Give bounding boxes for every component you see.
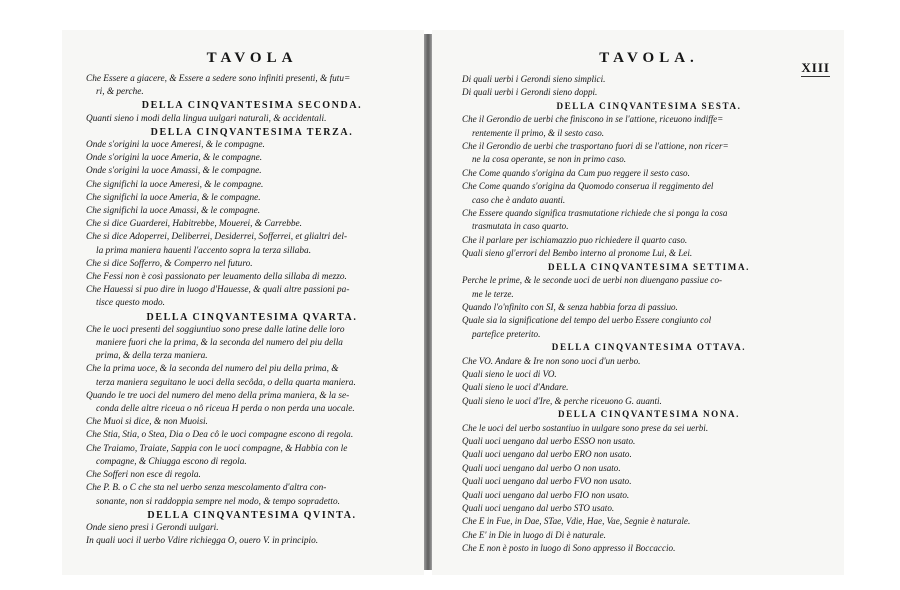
index-entry-line: Che Muoi si dice, & non Muoisi. bbox=[86, 417, 208, 428]
index-entry-line: Perche le prime, & le seconde uoci de uerbi non diuengano passiue co- bbox=[462, 275, 723, 286]
index-entry-line: Che si dice Adoperrei, Deliberrei, Desiderrei, Sofferrei, et glialtri del- bbox=[86, 232, 348, 243]
index-entry-line: Quali sieno le uoci di VO. bbox=[462, 368, 557, 379]
index-entry-line: Che E' in Die in luogo di Di è naturale. bbox=[462, 529, 606, 540]
index-entry-line: Che le uoci del uerbo sostantiuo in uulgare sono prese da sei uerbi. bbox=[462, 422, 709, 433]
index-entry-line: Quali uoci uengano dal uerbo O non usato. bbox=[462, 462, 621, 473]
index-entry-line: Quando le tre uoci del numero del meno della prima maniera, & la se- bbox=[86, 390, 350, 401]
index-entry-line: Che Essere quando significa trasmutatione richiede che si ponga la cosa bbox=[462, 208, 728, 219]
index-entry-line: Quali uoci uengano dal uerbo FVO non usato. bbox=[462, 476, 632, 487]
index-entry-line: Che le uoci presenti del soggiuntiuo sono prese dalle latine delle loro bbox=[86, 324, 345, 335]
section-heading: DELLA CINQVANTESIMA SESTA. bbox=[556, 100, 742, 111]
index-entry-line: Che E non è posto in luogo di Sono appresso il Boccaccio. bbox=[462, 543, 676, 554]
index-entry-line: ri, & perche. bbox=[96, 87, 144, 98]
index-entry-line: Che Hauessi si puo dire in luogo d'Hauesse, & quali altre passioni pa- bbox=[86, 285, 350, 296]
right-page-header: TAVOLA. bbox=[599, 50, 699, 66]
index-entry-line: Che Stia, Stia, o Stea, Dia o Dea cô le uoci compagne escono di regola. bbox=[86, 430, 354, 441]
index-entry-line: Onde s'origini la uoce Ameresi, & le compagne. bbox=[86, 140, 265, 151]
section-heading: DELLA CINQVANTESIMA NONA. bbox=[557, 409, 741, 420]
section-heading: DELLA CINQVANTESIMA OTTAVA. bbox=[551, 342, 747, 353]
section-heading: DELLA CINQVANTESIMA TERZA. bbox=[150, 126, 354, 138]
index-entry-line: Che Come quando s'origina da Quomodo conserua il reggimento del bbox=[462, 181, 714, 192]
index-entry-line: trasmutata in caso quarto. bbox=[472, 221, 569, 232]
index-entry-line: rentemente il primo, & il sesto caso. bbox=[472, 127, 605, 138]
folio-number: XIII bbox=[801, 60, 830, 75]
left-page-header: TAVOLA bbox=[206, 50, 298, 66]
index-entry-line: Onde s'origini la uoce Ameria, & le compagne. bbox=[86, 153, 263, 164]
index-entry-line: Quali uoci uengano dal uerbo ESSO non usato. bbox=[462, 435, 636, 446]
index-entry-line: sonante, non si raddoppia sempre nel modo, & tempo sopradetto. bbox=[96, 496, 340, 507]
index-entry-line: ne la cosa operante, se non in primo caso. bbox=[472, 154, 627, 165]
index-entry-line: Che Sofferi non esce di regola. bbox=[86, 470, 201, 481]
index-entry-line: la prima maniera hauenti l'accento sopra la terza sillaba. bbox=[96, 245, 312, 256]
section-heading: DELLA CINQVANTESIMA SECONDA. bbox=[141, 100, 363, 112]
index-entry-line: Di quali uerbi i Gerondi sieno simplici. bbox=[462, 74, 606, 84]
index-entry-line: Quali sieno le uoci d'Andare. bbox=[462, 382, 569, 393]
index-entry-line: me le terze. bbox=[472, 288, 514, 299]
index-entry-line: Che Traiamo, Traiate, Sappia con le uoci compagne, & Habbia con le bbox=[86, 443, 348, 454]
index-entry-line: Che VO. Andare & Ire non sono uoci d'un uerbo. bbox=[462, 355, 641, 366]
index-entry-line: caso che è andato auanti. bbox=[472, 194, 566, 205]
index-entry-line: Che significhi la uoce Ameresi, & le compagne. bbox=[86, 179, 264, 190]
index-entry-line: maniere fuori che la prima, & la seconda del numero del piu della bbox=[96, 338, 343, 349]
index-entry-line: Che Essere a giacere, & Essere a sedere sono infiniti presenti, & futu= bbox=[86, 74, 351, 84]
index-entry-line: terza maniera seguitano le uoci della secôda, o della quarta maniera. bbox=[96, 377, 356, 388]
index-entry-line: Quanti sieno i modi della lingua uulgari naturali, & accidentali. bbox=[86, 113, 327, 124]
index-entry-line: Che P. B. o C che sta nel uerbo senza mescolamento d'altra con- bbox=[86, 483, 327, 494]
right-page bbox=[432, 30, 844, 575]
index-entry-line: Di quali uerbi i Gerondi sieno doppi. bbox=[462, 87, 598, 98]
index-entry-line: Onde sieno presi i Gerondi uulgari. bbox=[86, 522, 219, 533]
index-entry-line: Quali uoci uengano dal uerbo STO usato. bbox=[462, 503, 615, 513]
left-page bbox=[62, 30, 424, 575]
section-heading: DELLA CINQVANTESIMA QVARTA. bbox=[146, 311, 358, 323]
index-entry-line: Quali sieno le uoci d'Ire, & perche riceuono G. auanti. bbox=[462, 395, 662, 406]
index-entry-line: Quali sieno gl'errori del Bembo interno al pronome Lui, & Lei. bbox=[462, 248, 693, 259]
index-entry-line: compagne, & Chiugga escono di regola. bbox=[96, 456, 247, 467]
index-entry-line: Onde s'origini la uoce Amassi, & le compagne. bbox=[86, 166, 262, 177]
index-entry-line: Quando l'o'nfinito con SI, & senza habbia forza di passiuo. bbox=[462, 301, 678, 312]
index-entry-line: Che significhi la uoce Amassi, & le compagne. bbox=[86, 206, 261, 217]
left-page-lines bbox=[86, 73, 418, 548]
index-entry-line: Quale sia la significatione del tempo del uerbo Essere congiunto col bbox=[462, 315, 712, 326]
index-entry-line: Che Come quando s'origina da Cum puo reggere il sesto caso. bbox=[462, 167, 690, 178]
index-entry-line: Che il Gerondio de uerbi che trasportano fuori di se l'attione, non ricer= bbox=[462, 141, 729, 152]
index-entry-line: conda delle altre riceua o nô riceua H perda o non perda una uocale. bbox=[96, 404, 355, 415]
right-page-lines bbox=[462, 73, 836, 556]
index-entry-line: Che il Gerondio de uerbi che finiscono in se l'attione, riceuono indiffe= bbox=[462, 114, 724, 125]
index-entry-line: Che E in Fue, in Dae, STae, Vdie, Hae, Vae, Segnie è naturale. bbox=[462, 516, 691, 527]
section-heading: DELLA CINQVANTESIMA SETTIMA. bbox=[547, 261, 751, 272]
index-entry-line: partefice preterito. bbox=[472, 328, 541, 339]
index-entry-line: Che si dice Sofferro, & Comperro nel futuro. bbox=[86, 258, 253, 269]
index-entry-line: prima, & della terza maniera. bbox=[96, 351, 208, 362]
index-entry-line: Che si dice Guarderei, Habitrebbe, Mouerei, & Carrebbe. bbox=[86, 219, 302, 230]
index-entry-line: tisce questo modo. bbox=[96, 298, 165, 309]
index-entry-line: Che Fessi non è così passionato per leuamento della sillaba di mezzo. bbox=[86, 272, 347, 283]
index-entry-line: In quali uoci il uerbo Vdire richiegga O, ouero V. in principio. bbox=[86, 536, 319, 547]
section-heading: DELLA CINQVANTESIMA QVINTA. bbox=[147, 509, 357, 521]
index-entry-line: Quali uoci uengano dal uerbo ERO non usato. bbox=[462, 449, 632, 460]
index-entry-line: Quali uoci uengano dal uerbo FIO non usato. bbox=[462, 489, 630, 500]
index-entry-line: Che il parlare per ischiamazzio puo richiedere il quarto caso. bbox=[462, 234, 688, 245]
index-entry-line: Che significhi la uoce Ameria, & le compagne. bbox=[86, 192, 261, 203]
index-entry-line: Che la prima uoce, & la seconda del numero del piu della prima, & bbox=[86, 364, 339, 375]
